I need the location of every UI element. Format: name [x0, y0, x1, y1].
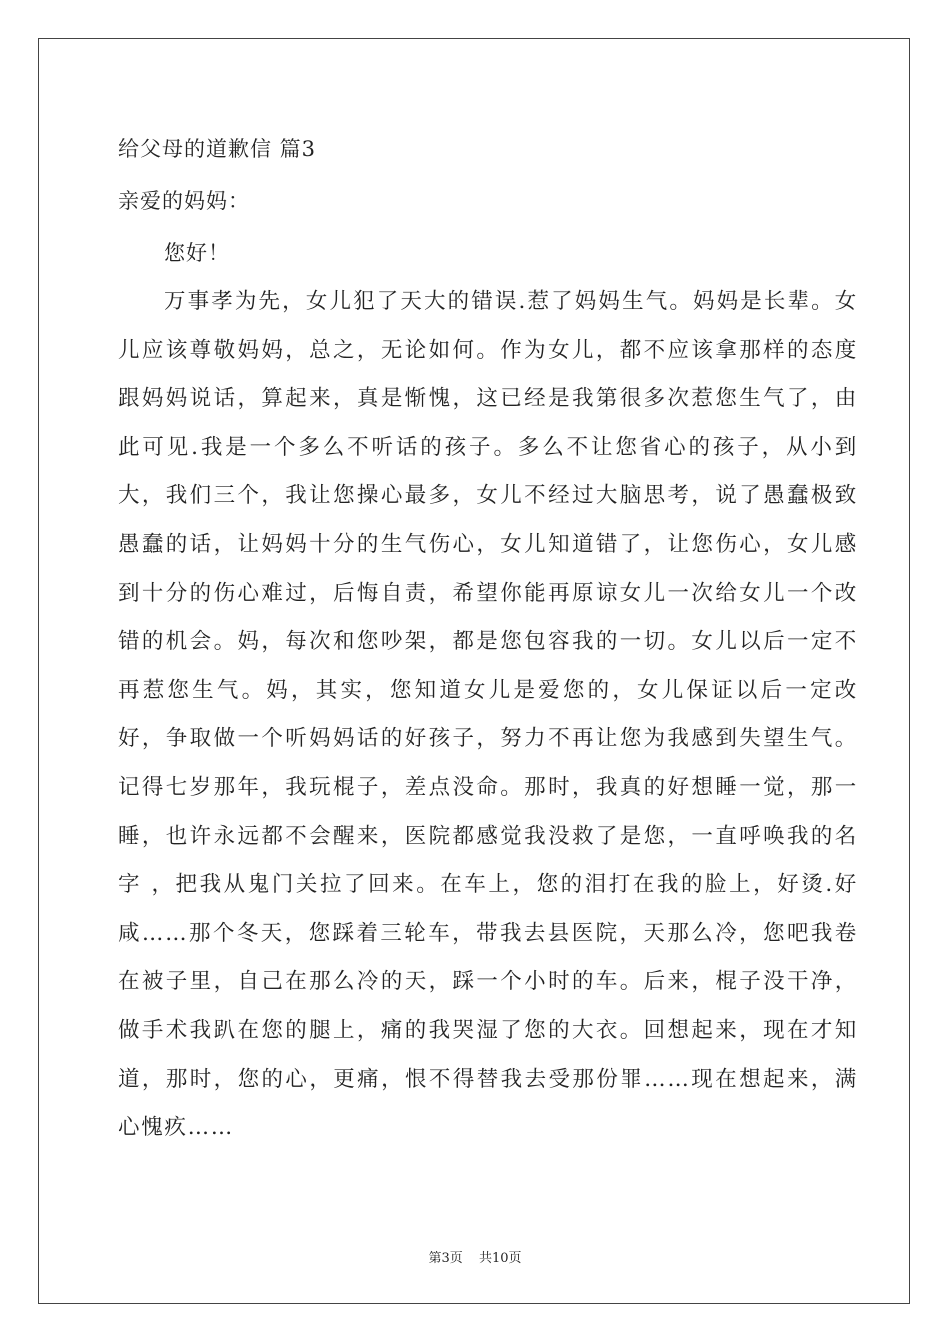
greeting: 您好！: [164, 241, 230, 265]
document-content: [118, 129, 858, 1153]
salutation: 亲爱的妈妈：: [118, 189, 250, 213]
page-number: 第3页: [428, 1251, 463, 1266]
page-footer: [0, 1247, 950, 1266]
document-title: 给父母的道歉信 篇3: [118, 137, 317, 161]
page-total: 共10页: [478, 1251, 522, 1266]
body-paragraph: 万事孝为先，女儿犯了天大的错误.惹了妈妈生气。妈妈是长辈。女儿应该尊敬妈妈，总之，无论如何。作为女儿，都不应该拿那样的态度跟妈妈说话，算起来，真是惭愧，这已经是我第很多次惹您生气了，由此可见.我是一个多么不听话的孩子。多么不让您省心的孩子，从小到大，我们三个，我让您操心最多，女儿不经过大脑思考，说了愚蠢极致愚蠢的话，让妈妈十分的生气伤心，女儿知道错了，让您伤心，女儿感到十分的伤心难过，后悔自责，希望你能再原谅女儿一次给女儿一个改错的机会。妈，每次和您吵架，都是您包容我的一切。女儿以后一定不再惹您生气。妈，其实，您知道女儿是爱您的，女儿保证以后一定改好，争取做一个听妈妈话的好孩子，努力不再让您为我感到失望生气。记得七岁那年，我玩棍子，差点没命。那时，我真的好想睡一觉，那一睡，也许永远都不会醒来，医院都感觉我没救了是您，一直呼唤我的名字 ，把我从鬼门关拉了回来。在车上，您的泪打在我的脸上，好烫.好咸……那个冬天，您踩着三轮车，带我去县医院，天那么冷，您吧我卷在被子里，自己在那么冷的天，踩一个小时的车。后来，棍子没干净，做手术我趴在您的腿上，痛的我哭湿了您的大衣。回想起来，现在才知道，那时，您的心，更痛，恨不得替我去受那份罪……现在想起来，满心愧疚……: [118, 289, 858, 1141]
